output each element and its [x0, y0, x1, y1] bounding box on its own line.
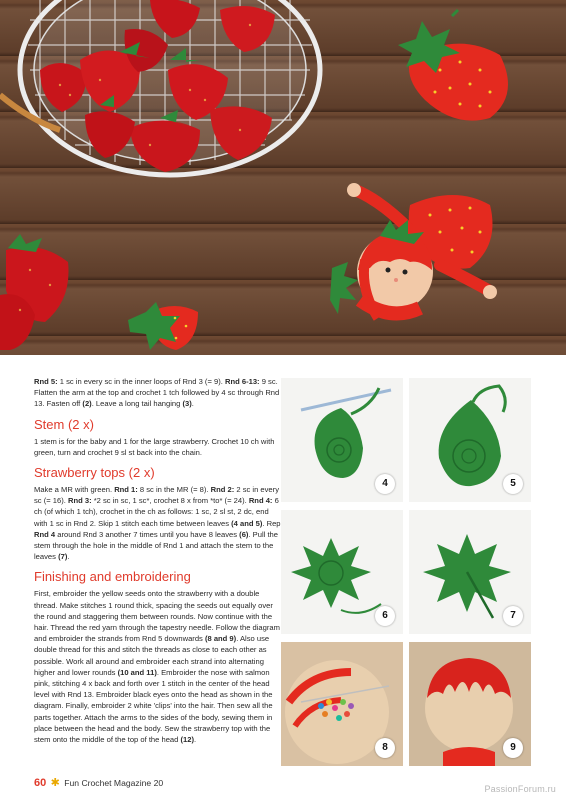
- finish-heading: Finishing and embroidering: [34, 569, 191, 585]
- bold-run: (4 and 5): [231, 518, 263, 528]
- text-run: . Leave a long tail hanging: [91, 399, 183, 409]
- step-photo-9: [409, 642, 531, 766]
- step-number-badge: 6: [375, 606, 395, 626]
- text-run: First, embroider the yellow seeds onto the strawberry with a double thread. Make stitches 1 round thick, spacing the seeds out equally over the round and staggering them between rounds. Now continue with the hair. Thread the red yarn through the tapestry needle. Follow the diagram and embroider the strands from Rnd 5 downwards: [34, 589, 280, 644]
- magazine-title: Fun Crochet Magazine 20: [64, 778, 164, 788]
- text-run: around Rnd 3 another 7 times until you have 8 leaves: [55, 529, 240, 539]
- step-photo-6: [281, 510, 403, 634]
- text-run: . Also use double thread for this and stitch the threads as close to each other as possible. Work all around and embroider each strand into alternating higher and lower rounds: [34, 634, 270, 677]
- stem-paragraph: [34, 436, 284, 458]
- bold-run: (3): [182, 399, 192, 409]
- step-number-badge: 4: [375, 474, 395, 494]
- step-number-badge: 9: [503, 738, 523, 758]
- bold-run: Rnd 3:: [67, 496, 92, 506]
- text-run: 1 stem is for the baby and 1 for the large strawberry. Crochet 10 ch with green, turn and crochet 9 sl st back into the chain.: [34, 436, 275, 457]
- bold-run: (6): [239, 529, 249, 539]
- text-run: . Rep: [262, 518, 281, 528]
- rnd5-paragraph: [34, 376, 284, 410]
- bold-run: Rnd 5:: [34, 377, 58, 386]
- finish-paragraph: [34, 588, 284, 745]
- text-run: .: [67, 552, 70, 562]
- bold-run: (10 and 11): [117, 667, 157, 677]
- text-run: 6 ch (of which 1 tch), crochet in the ch as follows: 1 sc, 2 sl st, 2 dc, end with 1 sc in Rnd 2. Skip 1 stitch each time between leaves: [34, 496, 279, 528]
- tops-heading: Strawberry tops (2 x): [34, 465, 155, 481]
- stem-heading: Stem (2 x): [34, 416, 94, 432]
- star-icon: ✱: [50, 777, 60, 789]
- small-crochet-strawberry: [128, 302, 198, 350]
- bold-run: (2): [82, 399, 92, 409]
- bold-run: Rnd 6-13:: [224, 377, 260, 386]
- step-photo-8: [281, 642, 403, 766]
- page-footer: [34, 776, 163, 789]
- instructions-column: [34, 376, 284, 745]
- step-photo-4: [281, 378, 403, 502]
- hero-illustration: [0, 0, 566, 355]
- text-run: Make a MR with green.: [34, 485, 115, 495]
- bold-run: Rnd 2:: [210, 485, 235, 495]
- left-strawberries: [0, 234, 69, 350]
- bold-run: (8 and 9): [204, 634, 237, 644]
- text-run: . Pull the stem through the hole in the middle of Rnd 1 and attach the stem to the leaves: [34, 529, 279, 562]
- bold-run: Rnd 1:: [114, 485, 138, 495]
- step-photo-5: [409, 378, 531, 502]
- text-run: . Embroider the nose with salmon pink, stitching 4 x back and forth over 1 stitch in the center of the head level with Rnd 13. Embroider black eyes onto the head as shown in the diagram. Finally, embroider 2 white 'clips' into the hair. Then sew all the parts together. Attach the arms to the sides of the body, sewing them in place between the head and the body. Sew the strawberry top with the stem onto the middle of the top of the head: [34, 667, 273, 745]
- step-number-badge: 7: [503, 606, 523, 626]
- watermark: PassionForum.ru: [484, 784, 556, 794]
- page-number: 60: [34, 777, 47, 789]
- crochet-strawberry: [398, 10, 508, 121]
- bold-run: (12): [180, 735, 195, 745]
- step-photo-7: [409, 510, 531, 634]
- bold-run: Rnd 4: [34, 529, 56, 539]
- bold-run: Rnd 4:: [248, 496, 273, 506]
- hero-photo: [0, 0, 566, 355]
- crochet-doll: [330, 183, 497, 318]
- text-run: .: [191, 399, 194, 409]
- text-run: 1 sc in every sc in the inner loops of Rnd 3 (= 9).: [57, 377, 225, 386]
- text-run: 9 sc. Flatten the arm at the top and crochet 1 tch followed by 4 sc through Rnd 13. Fasten off: [34, 377, 280, 409]
- text-run: *2 sc in sc, 1 sc*, crochet 8 x from *to* (= 24).: [91, 496, 249, 506]
- tops-paragraph: [34, 484, 284, 562]
- step-number-badge: 5: [503, 474, 523, 494]
- text-run: .: [194, 735, 197, 745]
- text-run: 8 sc in the MR (= 8).: [137, 485, 211, 495]
- step-number-badge: 8: [375, 738, 395, 758]
- bold-run: (7): [58, 552, 68, 562]
- text-run: 2 sc in every sc (= 16).: [34, 485, 279, 506]
